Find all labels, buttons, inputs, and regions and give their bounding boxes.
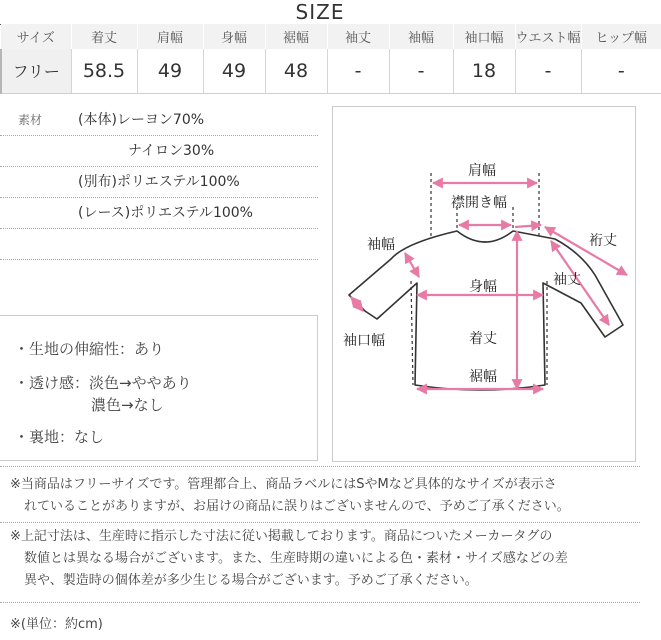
note-line: れていることがありますが、お届けの商品に誤りはございませんので、予めご了承ください。 (24, 499, 570, 514)
note-measurement (10, 526, 635, 592)
material-row (0, 136, 318, 167)
header-cuff-width: 袖口幅 (453, 24, 515, 49)
note-line: 数値とは異なる場合がございます。また、生産時期の違いによる色・素材・サイズ感などの差 (24, 551, 568, 566)
cell-length: 58.5 (71, 49, 137, 93)
header-sleeve-width: 袖幅 (389, 24, 453, 49)
header-length: 着丈 (71, 24, 137, 49)
note-line: ※当商品はフリーサイズです。管理都合上、商品ラベルにはSやMなど具体的なサイズが表示さ (10, 477, 557, 492)
material-row-empty (0, 260, 318, 291)
cell-shoulder: 49 (137, 49, 203, 93)
notes-divider (0, 522, 640, 523)
material-value: (本体)レーヨン70% (78, 112, 205, 128)
cell-size: フリー (1, 49, 71, 93)
header-waist-width: ウエスト幅 (515, 24, 581, 49)
header-body-width: 身幅 (203, 24, 265, 49)
size-table-row (1, 49, 661, 93)
label-hem-width: 裾幅 (469, 369, 497, 385)
label-neck-width: 襟開き幅 (451, 195, 507, 211)
materials-section (0, 105, 318, 291)
material-value: (別布)ポリエステル100% (78, 174, 240, 190)
label-length: 着丈 (469, 331, 497, 347)
label-sleeve-width: 袖幅 (367, 237, 395, 253)
lining-property: ・裏地：なし (14, 428, 105, 446)
label-sleeve-length: 袖丈 (553, 272, 581, 288)
notes-divider (0, 466, 640, 467)
header-hem-width: 裾幅 (265, 24, 327, 49)
cell-sleeve-length: - (327, 49, 389, 93)
material-row (0, 198, 318, 229)
header-hip-width: ヒップ幅 (581, 24, 661, 49)
size-table-header-row (1, 24, 661, 49)
note-unit: ※(単位：約cm) (10, 617, 103, 632)
size-table (0, 24, 661, 94)
material-value: (レース)ポリエステル100% (78, 205, 253, 221)
material-row-empty (0, 229, 318, 260)
material-value: ナイロン30% (128, 143, 215, 159)
material-row (0, 167, 318, 198)
cell-sleeve-width: - (389, 49, 453, 93)
cell-body-width: 49 (203, 49, 265, 93)
cell-hem-width: 48 (265, 49, 327, 93)
page-title: SIZE (295, 0, 345, 24)
label-yuki: 裄丈 (589, 233, 617, 249)
note-line: 異や、製造時の個体差が多少生じる場合がございます。予めご了承ください。 (24, 573, 478, 588)
label-cuff-width: 袖口幅 (343, 333, 385, 349)
note-line: ※上記寸法は、生産時に指示した寸法に従い掲載しております。商品についたメーカータグの (10, 529, 553, 544)
material-row (0, 105, 318, 136)
note-free-size (10, 474, 635, 518)
header-shoulder: 肩幅 (137, 24, 203, 49)
notes-divider (0, 602, 640, 603)
sheer-property: ・透け感：淡色→ややあり (14, 374, 192, 392)
cell-hip-width: - (581, 49, 661, 93)
stretch-property: ・生地の伸縮性：あり (14, 340, 165, 358)
header-sleeve-length: 袖丈 (327, 24, 389, 49)
measurement-diagram (332, 106, 636, 462)
header-size: サイズ (1, 24, 71, 49)
sheer-property-dark: 濃色→なし (91, 396, 164, 414)
cell-cuff-width: 18 (453, 49, 515, 93)
label-shoulder: 肩幅 (468, 163, 496, 179)
label-body-width: 身幅 (469, 279, 497, 295)
cell-waist-width: - (515, 49, 581, 93)
material-label: 素材 (18, 113, 43, 127)
fabric-properties-box (0, 315, 318, 461)
